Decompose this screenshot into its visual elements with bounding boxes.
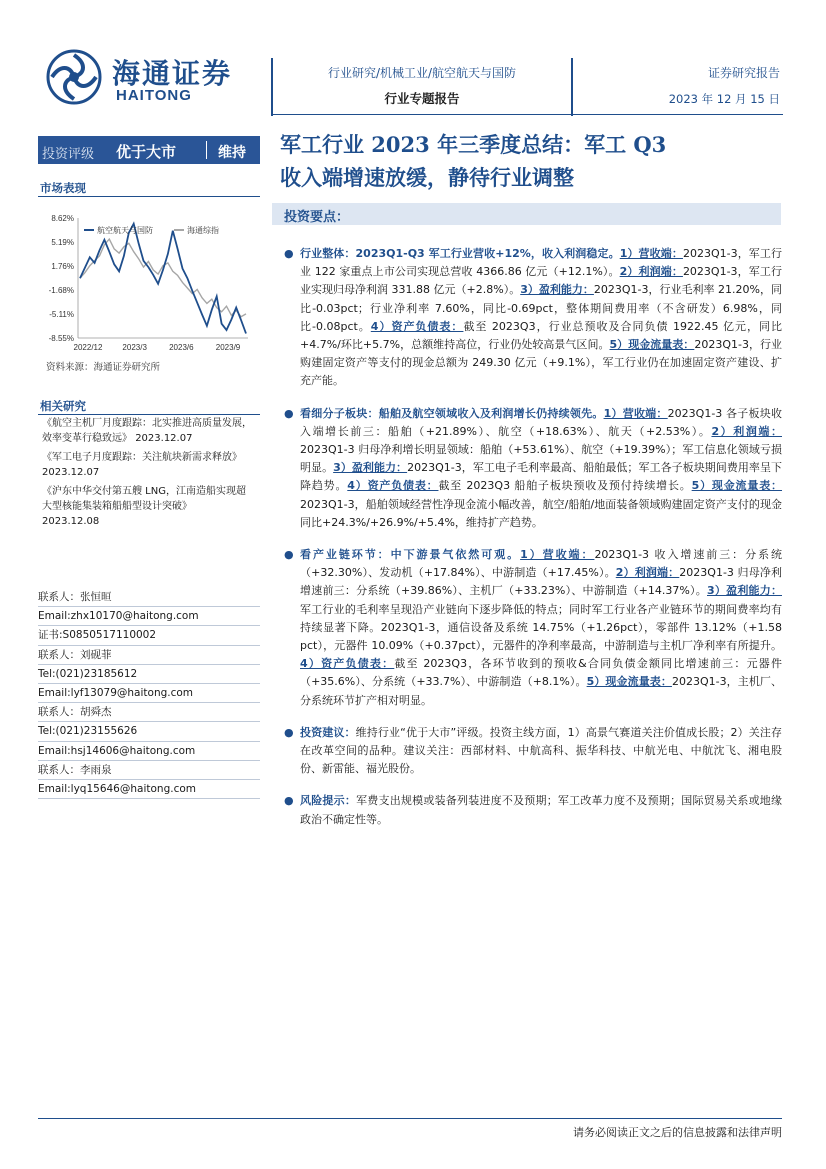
key-point-text: 维持行业“优于大市”评级。投资主线方面，1）高景气赛道关注价值成长股；2）关注存在改革空间的品种。建议关注：西部材料、中航高科、振华科技、中航光电、中航沈飞、湘电股份、新雷能、福光股份。 <box>300 725 782 776</box>
x-tick-label: 2023/3 <box>122 343 147 352</box>
market-title: 市场表现 <box>40 181 86 195</box>
x-tick-label: 2023/6 <box>169 343 194 352</box>
subheading: 3）盈利能力： <box>707 584 782 598</box>
x-tick-label: 2023/9 <box>215 343 241 352</box>
report-section: 证券研究报告 <box>707 66 780 80</box>
series-line <box>80 224 246 334</box>
subheading: 2）利润端： <box>615 566 680 580</box>
contact-email[interactable]: Email:zhx10170@haitong.com <box>38 607 260 626</box>
chart-source: 资料来源：海通证券研究所 <box>46 362 161 373</box>
key-point <box>280 405 782 532</box>
market-chart-svg <box>38 208 260 356</box>
key-point-text: 2023Q1-3 收入增速前三：分系统（+32.30%）、发动机（+17.84%）、中游制造（+17.45%）。 <box>300 548 783 580</box>
subheading: 5）现金流量表： <box>609 338 695 352</box>
report-title <box>280 128 780 194</box>
report-type: 行业专题报告 <box>384 91 460 106</box>
rating-value: 优于大市 <box>116 143 177 161</box>
key-point-text: 2023Q1-3 归母净利增长明显领域：船舶（+53.61%）、航空（+19.39%）；军工信息化领域亏损明显。 <box>300 443 782 475</box>
analyst-contacts <box>38 588 260 799</box>
contact-email[interactable]: Email:lyq15646@haitong.com <box>38 780 260 799</box>
footer-rule <box>38 1118 782 1119</box>
subheading: 3）盈利能力： <box>333 461 408 475</box>
y-tick-label: 1.76% <box>51 262 74 271</box>
related-item[interactable] <box>42 484 254 529</box>
key-point-heading: 投资建议： <box>300 725 356 739</box>
contact-email[interactable]: Email:hsj14606@haitong.com <box>38 742 260 761</box>
key-point-text: 截至 2023Q3，行业总预收及合同负债 1922.45 亿元，同比+4.7%/环比+5.7%，总额维持高位，行业仍处较高景气区间。 <box>300 319 782 352</box>
contact-email[interactable]: Email:lyf13079@haitong.com <box>38 684 260 703</box>
contact-name: 联系人：刘砚菲 <box>38 646 260 665</box>
key-point-text: 军工行业的毛利率呈现沿产业链向下逐步降低的特点；同时军工行业各产业链环节的期间费率均有持续显著下降。2023Q1-3，通信设备及系统 14.75%（+1.26pct），零部件 13.12%（+1.58 pct），元器件 10.09%（+0.37pct），元器件的净利率最高，中游制造与主机厂净利率有所提升。 <box>300 602 782 653</box>
key-point-heading: 看细分子板块：船舶及航空领域收入及利润增长仍持续领先。 <box>300 406 604 420</box>
related-research-list <box>42 416 254 533</box>
y-tick-label: -1.68% <box>48 286 74 295</box>
key-point-text: 2023Q1-3，军工行业实现归母净利润 331.88 亿元（+2.8%）。 <box>300 265 782 297</box>
x-tick-label: 2022/12 <box>73 343 103 352</box>
rating-action: 维持 <box>218 145 246 161</box>
related-item-title: 《沪东中华交付第五艘 LNG，江南造船实现超大型核能集装箱船船型设计突破》 <box>42 486 246 512</box>
title-line: 收入端增速放缓，静待行业调整 <box>280 165 574 190</box>
contact-certificate: 证书:S0850517110002 <box>38 626 260 645</box>
rating-label: 投资评级 <box>42 147 95 162</box>
key-point-text: 截至 2023Q3 船舶子板块预收及预付持续增长。 <box>438 479 692 493</box>
rating-separator <box>206 141 207 159</box>
key-point-text: 2023Q1-3，行业购建固定资产等支付的现金总额为 249.30 亿元（+9.1%），军工行业仍在加速固定资产建设、扩充产能。 <box>300 338 783 388</box>
contact-phone: Tel:(021)23155626 <box>38 722 260 741</box>
key-points-list <box>280 245 782 838</box>
key-point-text: 军费支出规模或装备列装进度不及预期；军工改革力度不及预期；国际贸易关系或地缘政治不确定性等。 <box>300 794 783 826</box>
key-point <box>280 792 782 828</box>
subheading: 2）利润端： <box>619 265 683 279</box>
key-point-text: 2023Q1-3 各子板块收入端增长前三：船舶（+21.89%）、航空（+18.63%）、航天（+2.53%）。 <box>300 406 783 438</box>
bullet-icon: ● <box>284 247 294 260</box>
logo-english-name: HAITONG <box>116 87 192 104</box>
bullet-icon: ● <box>284 794 294 808</box>
key-point <box>280 546 782 710</box>
subheading: 1）营收端： <box>619 247 683 260</box>
key-point-heading: 看产业链环节：中下游景气依然可观。 <box>300 548 521 562</box>
key-point-text: 2023Q1-3，军工电子毛利率最高、船舶最低；军工各子板块期间费用率呈下降趋势。 <box>300 461 783 493</box>
related-item-title: 《航空主机厂月度跟踪：北实推进高质量发展，效率变革行稳致远》 <box>42 418 252 444</box>
legend-label: 海通综指 <box>187 226 219 235</box>
related-rule <box>38 414 260 415</box>
y-tick-label: -5.11% <box>49 310 74 319</box>
related-item-date: 2023.12.07 <box>42 467 100 478</box>
key-point-text: 2023Q1-3，船舶领域经营性净现金流小幅改善，航空/船舶/地面装备领域购建固定资产支付的现金同比+24.3%/+26.9%/+5.4%，维持扩产趋势。 <box>300 497 782 529</box>
subheading: 4）资产负债表： <box>347 479 439 493</box>
subheading: 1）营收端： <box>603 406 668 420</box>
report-categories: 行业研究/机械工业/航空航天与国防 <box>327 66 517 80</box>
key-point-text: 截至 2023Q3，各环节收到的预收&合同负债金额同比增速前三：元器件（+35.6%）、分系统（+33.7%）、中游制造（+8.1%）。 <box>300 657 782 689</box>
market-rule <box>38 196 260 197</box>
market-chart <box>38 208 260 356</box>
y-tick-label: 5.19% <box>51 238 74 247</box>
title-line: 军工行业 2023 年三季度总结：军工 Q3 <box>280 132 667 157</box>
y-tick-label: 8.62% <box>51 214 74 223</box>
key-point-heading: 行业整体：2023Q1-Q3 军工行业营收+12%，收入利润稳定。 <box>300 247 620 260</box>
logo-chinese-name: 海通证券 <box>112 57 233 90</box>
disclaimer-note: 请务必阅读正文之后的信息披露和法律声明 <box>573 1126 782 1139</box>
subheading: 5）现金流量表： <box>586 675 672 689</box>
key-point-text: 2023Q1-3，军工行业 122 家重点上市公司实现总营收 4366.86 亿元（+12.1%）。 <box>300 247 782 279</box>
subheading: 1）营收端： <box>520 548 595 562</box>
report-date: 2023 年 12 月 15 日 <box>668 92 780 106</box>
key-point-text: 2023Q1-3，行业毛利率 21.20%，同比-0.03pct；行业净利率 7.60%，同比-0.69pct，整体期间费用率（不含研发）6.98%，同比-0.08pct。 <box>300 283 783 333</box>
subheading: 3）盈利能力： <box>520 283 594 297</box>
bullet-icon: ● <box>284 548 294 562</box>
contact-name: 联系人：李雨泉 <box>38 761 260 780</box>
related-item[interactable] <box>42 450 254 480</box>
y-tick-label: -8.55% <box>48 334 74 343</box>
rating-banner <box>38 136 260 164</box>
bullet-icon: ● <box>284 725 294 739</box>
series-line <box>80 239 246 317</box>
key-point <box>280 724 782 779</box>
related-item-title: 《军工电子月度跟踪：关注航块新需求释放》 <box>42 452 242 463</box>
header-rule <box>271 114 783 115</box>
haitong-logo <box>46 49 246 109</box>
contact-name: 联系人：张恒晅 <box>38 588 260 607</box>
related-title: 相关研究 <box>40 399 86 413</box>
subheading: 4）资产负债表： <box>300 657 395 671</box>
key-points-banner <box>272 203 781 225</box>
contact-name: 联系人：胡舜杰 <box>38 703 260 722</box>
subheading: 2）利润端： <box>711 424 782 438</box>
subheading: 5）现金流量表： <box>691 479 783 493</box>
subheading: 4）资产负债表： <box>370 319 464 333</box>
key-point-heading: 风险提示： <box>300 794 357 808</box>
report-header <box>0 0 826 118</box>
legend-label: 航空航天与国防 <box>97 226 153 235</box>
key-points-label: 投资要点： <box>284 210 350 225</box>
haitong-logo-icon <box>46 49 102 105</box>
related-item-date: 2023.12.07 <box>135 433 193 444</box>
related-item-date: 2023.12.08 <box>42 516 100 527</box>
key-point-text: 2023Q1-3，主机厂、分系统环节扩产相对明显。 <box>300 675 782 707</box>
related-item[interactable] <box>42 416 254 446</box>
key-point <box>280 245 782 391</box>
contact-phone: Tel:(021)23185612 <box>38 665 260 684</box>
bullet-icon: ● <box>284 406 294 420</box>
key-point-text: 2023Q1-3 归母净利增速前三：分系统（+39.86%）、主机厂（+33.23%）、中游制造（+14.37%）。 <box>300 566 782 598</box>
